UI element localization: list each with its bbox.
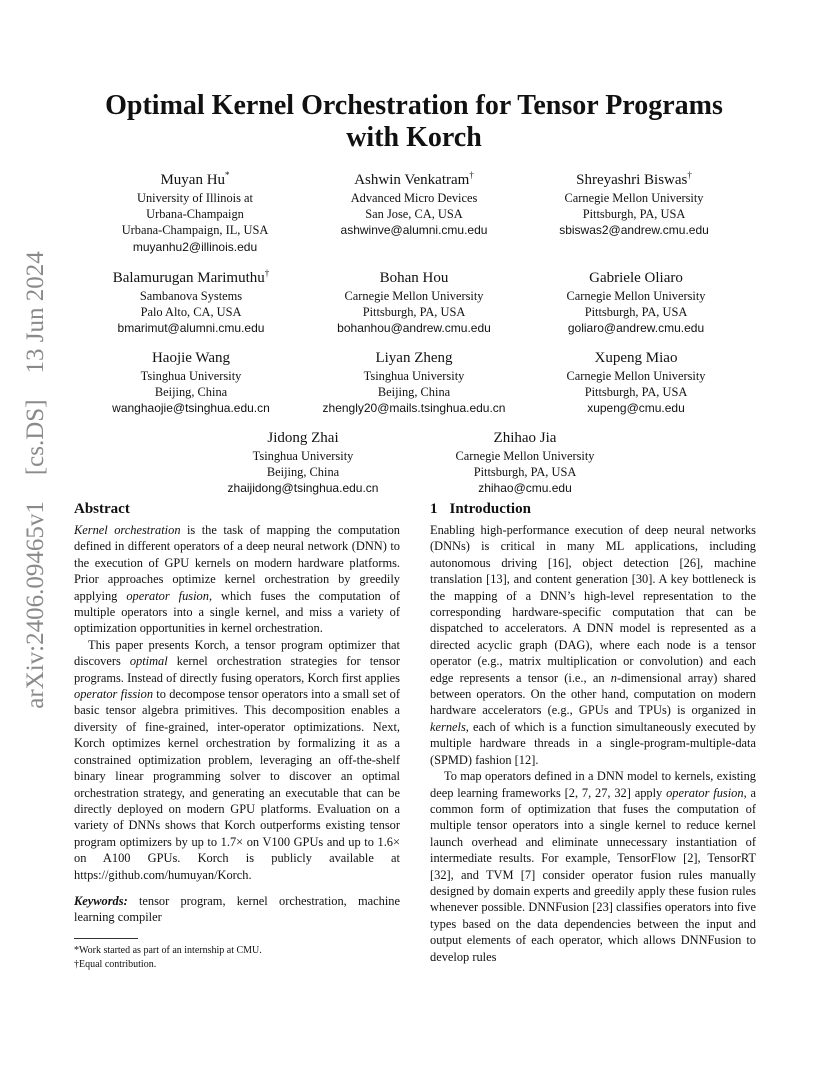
author-email: sbiswas2@andrew.cmu.edu — [559, 223, 709, 238]
author-email: muyanhu2@illinois.edu — [132, 239, 258, 254]
footnote: †Equal contribution. — [74, 959, 157, 970]
author-location: Beijing, China — [377, 385, 451, 400]
footnote-divider — [74, 938, 138, 939]
abstract-heading: Abstract — [74, 501, 130, 517]
author-email: zhihao@cmu.edu — [478, 481, 572, 496]
author-email: xupeng@cmu.edu — [587, 401, 685, 416]
author-email: zhaijidong@tsinghua.edu.cn — [227, 481, 379, 496]
author-location: San Jose, CA, USA — [365, 207, 463, 222]
author-affiliation: University of Illinois at — [137, 191, 253, 205]
author-name: Muyan Hu* — [160, 170, 230, 188]
author-location: Palo Alto, CA, USA — [140, 305, 242, 320]
arxiv-id: arXiv:2406.09465v1 — [22, 501, 49, 709]
author-affiliation: Tsinghua University — [252, 449, 354, 463]
author-block — [400, 424, 650, 497]
author-email: ashwinve@alumni.cmu.edu — [340, 223, 488, 238]
author-block — [66, 344, 316, 417]
intro-paragraph: To map operators defined in a DNN model to kernels, existing deep learning frameworks [2, 7, 27, 32] apply operator fusion, a common form of optimization that fuses the computation of multiple tensor operators into a single kernel to reduce kernel launch overhead and eliminate unnecessary instantiation of intermediate results. For example, TensorFlow [2], TensorRT [32], and TVM [7] consider operator fusion rules manually designed by domain experts and greedily apply these fusion rules whenever possible. DNNFusion [23] classifies operators into five types based on the data dependencies between the input and output elements of each operator, which allows DNNFusion to develop rules — [430, 769, 756, 964]
footnotes — [74, 944, 400, 972]
author-email: zhengly20@mails.tsinghua.edu.cn — [322, 401, 506, 416]
author-name: Balamurugan Marimuthu† — [112, 268, 270, 286]
author-affiliation: Carnegie Mellon University — [344, 289, 484, 303]
author-block — [289, 344, 539, 417]
author-email: bohanhou@andrew.cmu.edu — [337, 321, 491, 336]
arxiv-category: [cs.DS] — [22, 399, 49, 476]
author-affiliation: Carnegie Mellon University — [455, 449, 595, 463]
author-block — [178, 424, 428, 497]
author-block — [289, 166, 539, 239]
keywords-text: tensor program, kernel orchestration, machine learning compiler — [74, 893, 400, 925]
author-location: Pittsburgh, PA, USA — [582, 207, 686, 222]
author-block — [66, 264, 316, 337]
keywords — [74, 893, 400, 926]
author-block — [289, 264, 539, 337]
footnote: *Work started as part of an internship at CMU. — [74, 945, 262, 956]
author-block — [70, 166, 320, 255]
author-location: Beijing, China — [266, 465, 340, 480]
author-location: Beijing, China — [154, 385, 228, 400]
author-location: Urbana-Champaign, IL, USA — [121, 223, 269, 238]
author-name: Liyan Zheng — [375, 350, 453, 366]
author-email: bmarimut@alumni.cmu.edu — [117, 321, 265, 336]
author-email: goliaro@andrew.cmu.edu — [567, 321, 705, 336]
introduction-section — [430, 500, 756, 965]
arxiv-date: 13 Jun 2024 — [22, 251, 49, 374]
arxiv-side-stamp — [22, 251, 50, 709]
author-affiliation: Advanced Micro Devices — [350, 191, 478, 205]
author-name: Ashwin Venkatram† — [354, 170, 474, 188]
author-name: Jidong Zhai — [267, 430, 339, 446]
author-affiliation: Carnegie Mellon University — [564, 191, 704, 205]
author-location: Pittsburgh, PA, USA — [362, 305, 466, 320]
author-location: Pittsburgh, PA, USA — [473, 465, 577, 480]
paper-title — [70, 90, 758, 154]
author-affiliation: Tsinghua University — [140, 369, 242, 383]
author-location: Pittsburgh, PA, USA — [584, 305, 688, 320]
author-affiliation: Sambanova Systems — [139, 289, 243, 303]
intro-paragraph: Enabling high-performance execution of deep neural networks (DNNs) is critical in many ML applications, including autonomous driving [16], object detection [26], machine translation [13], and content generation [30]. A key bottleneck is the mapping of a DNN’s high-level representation to the corresponding hardware-specific computation that can be dispatched to accelerators. A DNN model is represented as a directed acyclic graph (DAG), where each node is a tensor operator (e.g., matrix multiplication or convolution) and each edge represents a tensor (i.e., an n-dimensional array) shared between operators. On the other hand, computation on modern hardware accelerators (e.g., GPUs and TPUs) is organized in kernels, each of which is a function simultaneously executed by multiple hardware threads in a single-program-multiple-data (SPMD) fashion [12]. — [430, 523, 756, 767]
author-name: Gabriele Oliaro — [589, 270, 683, 286]
author-name: Xupeng Miao — [594, 350, 678, 366]
author-block — [511, 264, 761, 337]
author-location: Pittsburgh, PA, USA — [584, 385, 688, 400]
author-block — [509, 166, 759, 239]
title-line-1: Optimal Kernel Orchestration for Tensor Programs — [105, 90, 723, 121]
abstract-section — [74, 500, 400, 926]
author-affiliation: Carnegie Mellon University — [566, 369, 706, 383]
author-affiliation: Carnegie Mellon University — [566, 289, 706, 303]
author-affiliation: Tsinghua University — [363, 369, 465, 383]
title-line-2: with Korch — [346, 122, 482, 153]
keywords-label: Keywords: — [74, 893, 128, 908]
introduction-heading: 1 Introduction — [430, 501, 531, 517]
author-name: Haojie Wang — [151, 350, 231, 366]
author-block — [511, 344, 761, 417]
abstract-paragraph: This paper presents Korch, a tensor program optimizer that discovers optimal kernel orchestration strategies for tensor programs. Instead of directly fusing operators, Korch first applies operator fission to decompose tensor operators into a small set of basic tensor algebra primitives. This decomposition enables a diversity of fine-grained, inter-operator optimizations. Next, Korch optimizes kernel orchestration by formalizing it as a constrained optimization problem, leveraging an off-the-shelf binary linear programming solver to discover an optimal orchestration strategy, and generating an executable that can be directly deployed on modern GPU platforms. Evaluation on a variety of DNNs shows that Korch outperforms existing tensor program optimizers by up to 1.7× on V100 GPUs and up to 1.6× on A100 GPUs. Korch is publicly available at https://github.com/humuyan/Korch. — [74, 637, 400, 882]
author-affiliation: Urbana-Champaign — [146, 207, 244, 222]
abstract-paragraph: Kernel orchestration is the task of mapping the computation defined in different operators of a deep neural network (DNN) to the execution of GPU kernels on modern hardware platforms. Prior approaches optimize kernel orchestration by greedily applying operator fusion, which fuses the computation of multiple operators into a single kernel, and miss a variety of optimization opportunities in kernel orchestration. — [74, 523, 400, 636]
author-email: wanghaojie@tsinghua.edu.cn — [112, 401, 270, 416]
author-name: Bohan Hou — [379, 270, 449, 286]
author-name: Zhihao Jia — [493, 430, 557, 446]
author-name: Shreyashri Biswas† — [576, 170, 692, 188]
